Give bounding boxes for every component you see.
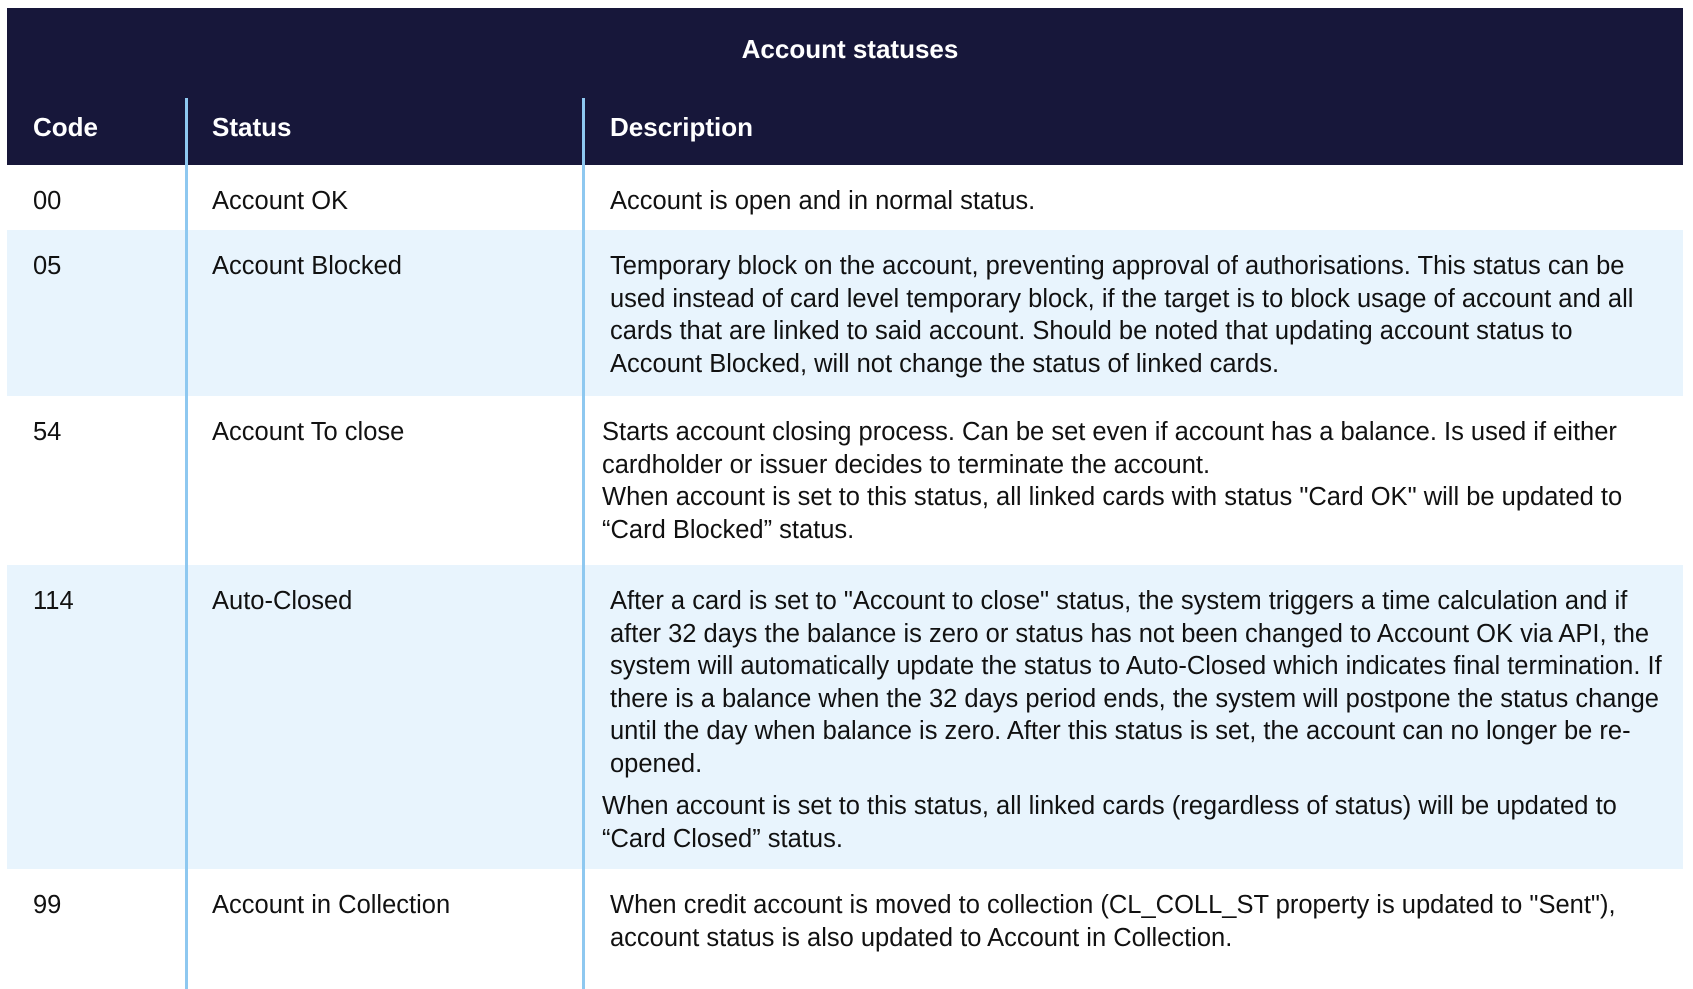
cell-code: 99 — [33, 891, 62, 919]
header-code: Code — [33, 112, 98, 142]
description-paragraph: Starts account closing process. Can be set even if account has a balance. Is used if either cardholder or issuer decides to terminate the account. — [602, 418, 1617, 479]
cell-description — [583, 869, 1683, 979]
cell-status: Account OK — [212, 187, 349, 215]
table-row — [7, 230, 1683, 396]
table-row — [7, 869, 1683, 979]
cell-code: 00 — [33, 187, 62, 215]
table-title-bar — [7, 8, 1683, 90]
table-row — [7, 565, 1683, 869]
cell-description — [583, 565, 1683, 869]
cell-status: Account To close — [212, 418, 405, 446]
cell-description — [583, 230, 1683, 396]
header-status: Status — [212, 112, 292, 142]
table-header-row — [7, 90, 1683, 165]
table-row — [7, 165, 1683, 230]
description-paragraph: When account is set to this status, all linked cards with status "Card OK" will be updated to “Card Blocked” status. — [602, 483, 1623, 544]
cell-code: 54 — [33, 418, 62, 446]
cell-code: 114 — [33, 587, 74, 615]
header-description: Description — [610, 112, 754, 142]
table-title: Account statuses — [741, 33, 959, 64]
description-paragraph: After a card is set to "Account to close" status, the system triggers a time calculation and if after 32 days the balance is zero or status has not been changed to Account OK via API, the system will automatically update the status to Auto-Closed which indicates final termination. If there is a balance when the 32 days period ends, the system will postpone the status change until the day when balance is zero. After this status is set, the account can no longer be re-opened. — [610, 587, 1662, 778]
account-statuses-table — [7, 8, 1683, 979]
cell-status: Account in Collection — [212, 891, 451, 919]
column-divider — [185, 98, 188, 989]
column-divider — [582, 98, 585, 989]
table-row — [7, 396, 1683, 565]
cell-description — [583, 165, 1683, 230]
description-paragraph: When credit account is moved to collection (CL_COLL_ST property is updated to "Sent"), account status is also updated to Account in Collection. — [610, 891, 1616, 952]
cell-description — [583, 396, 1683, 565]
description-paragraph: Temporary block on the account, preventing approval of authorisations. This status can be used instead of card level temporary block, if the target is to block usage of account and all cards that are linked to said account. Should be noted that updating account status to Account Blocked, will not change the status of linked cards. — [610, 252, 1634, 378]
description-paragraph: Account is open and in normal status. — [610, 187, 1036, 215]
description-paragraph: When account is set to this status, all linked cards (regardless of status) will be updated to “Card Closed” status. — [602, 792, 1617, 853]
cell-status: Auto-Closed — [212, 587, 353, 615]
cell-code: 05 — [33, 252, 62, 280]
cell-status: Account Blocked — [212, 252, 402, 280]
